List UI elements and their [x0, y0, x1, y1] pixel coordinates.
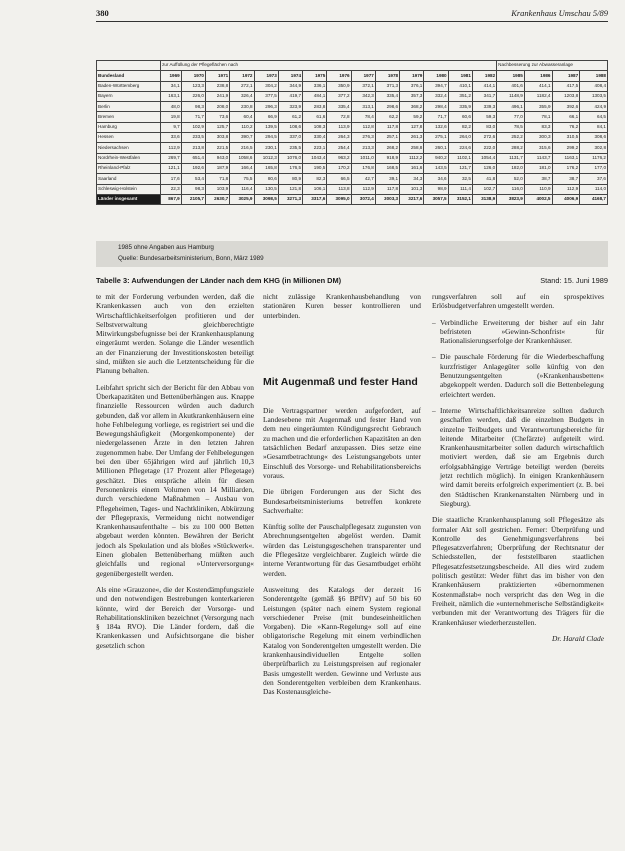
- year-header: 1980: [424, 71, 448, 81]
- table-row: [97, 163, 608, 173]
- table-body: [97, 81, 608, 205]
- table-cell: 39,1: [375, 174, 399, 184]
- table-cell: 230,8: [230, 102, 254, 112]
- table-cell: 61,2: [278, 112, 302, 122]
- table-cell: 1054,4: [472, 153, 496, 163]
- table-cell: 223,1: [303, 143, 327, 153]
- table-cell: 3025,9: [230, 194, 254, 204]
- table-cell: 4002,5: [524, 194, 552, 204]
- table-cell: 1303,5: [580, 91, 608, 101]
- table-cell: 71,7: [424, 112, 448, 122]
- table-cell: 3072,4: [351, 194, 375, 204]
- land-name: Länder insgesamt: [97, 194, 161, 204]
- table-cell: 940,2: [424, 153, 448, 163]
- table-cell: 401,6: [497, 81, 525, 91]
- table-cell: 310,5: [552, 133, 580, 143]
- year-header: 1974: [278, 71, 302, 81]
- table-cell: 963,2: [327, 153, 351, 163]
- table-cell: 414,1: [524, 81, 552, 91]
- table-cell: 332,4: [424, 91, 448, 101]
- table-cell: 76,2: [552, 122, 580, 132]
- table-cell: 106,1: [303, 184, 327, 194]
- table-cell: 53,4: [181, 174, 205, 184]
- land-name: Schleswig-Holstein: [97, 184, 161, 194]
- table-cell: 113,8: [327, 184, 351, 194]
- land-name: Rheinland-Pfalz: [97, 163, 161, 173]
- table-cell: 34,1: [161, 81, 182, 91]
- year-header: 1976: [327, 71, 351, 81]
- table-cell: 19,8: [161, 112, 182, 122]
- paragraph: Die Vertragspartner werden aufgefordert, auf Landesebene mit Augenmaß und fester Hand von dem neu eingeräumten Kündigungsrecht Gebrauch zu machen und die erforderlichen Kapazitäten an den tatsächlichen Bedarf anzupassen. Dies setze eine »Gesamtbetrachtung« des Leistungsangebots unter Einschluß des Vorsorge- und Rehabilitationsbereichs voraus.: [263, 405, 421, 480]
- table-cell: 355,9: [524, 102, 552, 112]
- paragraph: rungsverfahren soll auf ein sprospektives Erlösbudgetverfahren umgestellt werden.: [432, 292, 604, 311]
- land-name: Bayern: [97, 91, 161, 101]
- table-corner: [97, 61, 161, 71]
- table-cell: 294,5: [254, 133, 278, 143]
- table-cell: 315,6: [524, 143, 552, 153]
- table-cell: 177,0: [580, 163, 608, 173]
- table-cell: 181,0: [524, 163, 552, 173]
- table-cell: 371,3: [375, 81, 399, 91]
- table-cell: 372,1: [351, 81, 375, 91]
- land-column-header: Bundesland: [97, 71, 161, 81]
- table-row: [97, 174, 608, 184]
- table-cell: 176,5: [278, 163, 302, 173]
- page-number: 380: [96, 8, 109, 18]
- table-cell: 116,0: [497, 184, 525, 194]
- table-cell: 66,9: [254, 112, 278, 122]
- year-header: 1978: [375, 71, 399, 81]
- table-cell: 268,2: [375, 143, 399, 153]
- table-cell: 264,0: [448, 133, 472, 143]
- table-cell: 943,0: [205, 153, 229, 163]
- running-header: [96, 8, 608, 20]
- caption-date: Stand: 15. Juni 1989: [540, 276, 608, 285]
- year-header: 1981: [448, 71, 472, 81]
- table-cell: 350,9: [327, 81, 351, 91]
- table-cell: 190,5: [303, 163, 327, 173]
- author-signature: Dr. Harald Clade: [552, 633, 604, 643]
- table-cell: 326,4: [230, 91, 254, 101]
- table-cell: 66,1: [552, 112, 580, 122]
- table-cell: 168,5: [375, 163, 399, 173]
- table-cell: 410,1: [448, 81, 472, 91]
- table-cell: 121,1: [161, 163, 182, 173]
- year-header: 1986: [524, 71, 552, 81]
- article-column-3: [432, 292, 604, 650]
- table-cell: 3057,5: [424, 194, 448, 204]
- bullet-list: [432, 318, 604, 509]
- table-cell: 3823,9: [497, 194, 525, 204]
- table-cell: 170,2: [327, 163, 351, 173]
- table-cell: 408,4: [580, 81, 608, 91]
- year-header: 1975: [303, 71, 327, 81]
- paragraph: nicht zulässige Krankenhausbehandlung von stationären Kuren besser kontrollieren und unterbinden.: [263, 292, 421, 320]
- table-cell: 296,3: [254, 102, 278, 112]
- table-row: [97, 112, 608, 122]
- table-cell: 176,2: [552, 163, 580, 173]
- table-cell: 1131,7: [497, 153, 525, 163]
- table-cell: 163,1: [161, 91, 182, 101]
- table-cell: 304,2: [254, 81, 278, 91]
- table-row: [97, 143, 608, 153]
- paragraph: Die übrigen Forderungen aus der Sicht des Bundesarbeitsministeriums betreffen konkrete Sachverhalte:: [263, 487, 421, 515]
- table-cell: 377,5: [254, 91, 278, 101]
- table-cell: 17,6: [161, 174, 182, 184]
- table-cell: 60,4: [230, 112, 254, 122]
- section-heading: Mit Augenmaß und fester Hand: [263, 375, 418, 388]
- table-cell: 299,2: [552, 143, 580, 153]
- table-cell: 269,7: [161, 153, 182, 163]
- table-cell: 335,4: [375, 91, 399, 101]
- table-cell: 264,3: [327, 133, 351, 143]
- table-cell: 298,4: [424, 102, 448, 112]
- table-cell: 216,5: [230, 143, 254, 153]
- table-cell: 1011,0: [351, 153, 375, 163]
- table-cell: 102,9: [181, 122, 205, 132]
- table-cell: 112,9: [552, 184, 580, 194]
- table-cell: 101,3: [400, 184, 424, 194]
- table-cell: 187,9: [205, 163, 229, 173]
- table-cell: 84,1: [580, 122, 608, 132]
- table-cell: 335,4: [327, 102, 351, 112]
- table-cell: 98,9: [424, 184, 448, 194]
- table-cell: 61,6: [303, 112, 327, 122]
- table-row: [97, 133, 608, 143]
- table-cell: 235,5: [278, 143, 302, 153]
- table-total-row: [97, 194, 608, 204]
- table-cell: 4168,7: [580, 194, 608, 204]
- table-cell: 3271,3: [278, 194, 302, 204]
- table-cell: 77,0: [497, 112, 525, 122]
- table-cell: 254,4: [327, 143, 351, 153]
- table-cell: 233,5: [181, 133, 205, 143]
- table-cell: 117,8: [375, 184, 399, 194]
- table-cell: 52,0: [497, 174, 525, 184]
- table-cell: 1176,2: [580, 153, 608, 163]
- table-cell: 1102,1: [448, 153, 472, 163]
- table-cell: 3095,0: [327, 194, 351, 204]
- table-cell: 113,9: [327, 122, 351, 132]
- table-cell: 222,0: [472, 143, 496, 153]
- table-cell: 103,9: [205, 184, 229, 194]
- table-cell: 125,7: [205, 122, 229, 132]
- table-cell: 417,5: [552, 81, 580, 91]
- year-header: 1979: [400, 71, 424, 81]
- table-cell: 132,6: [424, 122, 448, 132]
- table-cell: 83,0: [472, 122, 496, 132]
- table-cell: 275,1: [424, 133, 448, 143]
- table-cell: 80,6: [254, 174, 278, 184]
- table-cell: 126,0: [472, 163, 496, 173]
- land-name: Niedersachsen: [97, 143, 161, 153]
- table-cell: 176,8: [351, 163, 375, 173]
- table-cell: 342,3: [351, 91, 375, 101]
- table-cell: 2105,7: [181, 194, 205, 204]
- table-cell: 1058,6: [230, 153, 254, 163]
- table-row: [97, 122, 608, 132]
- year-header: 1988: [580, 71, 608, 81]
- table-cell: 241,9: [205, 91, 229, 101]
- table-cell: 108,6: [278, 122, 302, 132]
- land-name: Baden-Württemberg: [97, 81, 161, 91]
- table-cell: 3152,1: [448, 194, 472, 204]
- table-cell: 38,7: [552, 174, 580, 184]
- table-cell: 71,7: [181, 112, 205, 122]
- table-cell: 80,9: [278, 174, 302, 184]
- table-year-header-row: [97, 71, 608, 81]
- table-cell: 226,0: [181, 91, 205, 101]
- year-header: 1972: [230, 71, 254, 81]
- table-cell: 3098,5: [254, 194, 278, 204]
- year-header: 1973: [254, 71, 278, 81]
- table-cell: 32,5: [448, 174, 472, 184]
- table-cell: 110,2: [230, 122, 254, 132]
- table-cell: 2630,7: [205, 194, 229, 204]
- table-cell: 78,5: [497, 122, 525, 132]
- table-cell: 252,2: [497, 133, 525, 143]
- table-cell: 867,9: [161, 194, 182, 204]
- table-cell: 484,1: [303, 91, 327, 101]
- table-cell: 313,1: [351, 102, 375, 112]
- table-cell: 127,8: [400, 122, 424, 132]
- year-header: 1985: [497, 71, 525, 81]
- table-cell: 208,0: [205, 102, 229, 112]
- table-cell: 78,4: [351, 112, 375, 122]
- year-header: 1982: [472, 71, 496, 81]
- table-cell: 394,7: [424, 81, 448, 91]
- table-cell: 238,8: [205, 81, 229, 91]
- table-cell: 112,9: [351, 184, 375, 194]
- table-cell: 34,6: [424, 174, 448, 184]
- table-cell: 3217,6: [400, 194, 424, 204]
- caption-title: Tabelle 3: Aufwendungen der Länder nach dem KHG (in Millionen DM): [96, 276, 342, 285]
- table-cell: 182,0: [497, 163, 525, 173]
- table-cell: 258,8: [400, 143, 424, 153]
- paragraph: Leibfahrt spricht sich der Bericht für den Abbau von Überkapazitäten und Bettenüberhängen aus. Knappe finanzielle Ressourcen würden auch dadurch gebunden, daß vor allem in Akutkrankenhäusern eine hohe Fehlbelegung vorliege, es registriert sei und die Bewegungshäufigkeit (Morgenkomponente) der niedergelassenen Ärzte in den letzten Jahren zugenommen habe. Der Umfang der Fehlbelegungen bei den über 65jährigen wird auf jährlich 10,3 Millionen Pflegetage (17 Prozent aller Pflegetage) geschätzt. Dies entspräche allein für diesen Personenkreis einem Volumen von 14 Milliarden, durch verschiedene Maßnahmen – Ausbau von Pflegeheimen, Tages- und Nachtkliniken, Abkürzung der Pflegepraxis, Vermeidung nicht notwendiger Krankenhausaufenthalte – bis zu 100 000 Betten abgebaut werden könnten. Bewähren der Bericht jedoch als Spekulation und als bloßes »Stückwerk«. Einen globalen Bettenüberhang müßten auch gleichfalls und regional »Unterversorgung« gegenübergestellt werden.: [96, 382, 254, 578]
- table-cell: 33,6: [161, 133, 182, 143]
- year-header: 1987: [552, 71, 580, 81]
- table-cell: 651,4: [181, 153, 205, 163]
- table-cell: 496,1: [497, 102, 525, 112]
- table-cell: 424,9: [580, 102, 608, 112]
- table-cell: 166,4: [230, 163, 254, 173]
- land-name: Berlin: [97, 102, 161, 112]
- table-cell: 1076,0: [278, 153, 302, 163]
- table-cell: 1182,4: [524, 91, 552, 101]
- table-cell: 368,2: [400, 102, 424, 112]
- table-source: Quelle: Bundesarbeitsministerium, Bonn, März 1989: [118, 255, 264, 262]
- table-cell: 303,8: [205, 133, 229, 143]
- table-row: [97, 81, 608, 91]
- table-cell: 260,1: [424, 143, 448, 153]
- table-cell: 161,6: [400, 163, 424, 173]
- table-cell: 377,2: [327, 91, 351, 101]
- table-cell: 111,4: [448, 184, 472, 194]
- table-cell: 1163,1: [552, 153, 580, 163]
- table-cell: 41,8: [472, 174, 496, 184]
- table-cell: 414,1: [472, 81, 496, 91]
- table-cell: 221,5: [205, 143, 229, 153]
- table-footnote: 1985 ohne Angaben aus Hamburg: [118, 244, 214, 251]
- table-cell: 230,1: [254, 143, 278, 153]
- table-cell: 357,3: [400, 91, 424, 101]
- table-cell: 42,7: [351, 174, 375, 184]
- table-cell: 336,1: [303, 81, 327, 91]
- paragraph: Künftig sollte der Pauschalpflegesatz zugunsten von Abrechnungsentgelten abgelöst werden. Damit würden das Leistungsgeschehen transparenter und die Pflegesätze vergleichbarer. Zugleich würde die interne Verantwortung für das Gesamtbudget erhöht werden.: [263, 522, 421, 578]
- year-header: 1977: [351, 71, 375, 81]
- land-name: Nordrhein-Westfalen: [97, 153, 161, 163]
- journal-title: Krankenhaus Umschau 5/89: [511, 8, 608, 18]
- table-cell: 335,9: [448, 102, 472, 112]
- table-cell: 339,3: [472, 102, 496, 112]
- year-header: 1969: [161, 71, 182, 81]
- table-cell: 261,3: [400, 133, 424, 143]
- expenditure-table: [96, 60, 608, 205]
- group-header-left: zur Auffüllung der Pflegeflächen nach: [161, 61, 497, 71]
- table-cell: 288,2: [497, 143, 525, 153]
- table-cell: 341,7: [472, 91, 496, 101]
- table-cell: 73,6: [205, 112, 229, 122]
- table-cell: 1043,4: [303, 153, 327, 163]
- paragraph: Die staatliche Krankenhausplanung soll Pflegesätze als formaler Akt soll gestrichen. Ferner: Überprüfung und Kontrolle des Genehmigungsverfahrens bei Pflegesatzverfahren; Überprüfung der Rechtsnatur der Schiedsstellen, der feststellbaren staatlichen Pflegesatzfestsetzungsbescheide. All dies wird zudem politisch gestützt: Weder führt das im bisher von den Krankenhäusern praktizierten »übernommenen Kostenmaßstab« noch verspricht das den Weg in die Freiheit, nämlich die »unternehmerische Selbständigkeit« verbunden mit der Verantwortung des Trägers für die Krankenhäuser wiederherzustellen.: [432, 515, 604, 627]
- year-header: 1971: [205, 71, 229, 81]
- table-cell: 59,2: [400, 112, 424, 122]
- table-cell: 102,7: [472, 184, 496, 194]
- table-row: [97, 91, 608, 101]
- article-column-1: [96, 292, 254, 657]
- table-cell: 302,8: [580, 143, 608, 153]
- table-cell: 108,3: [303, 122, 327, 132]
- table-cell: 330,4: [303, 133, 327, 143]
- list-item: – Die pauschale Förderung für die Wiederbeschaffung kurzfristiger Anlagegüter solle künftig von den Benutzungsentgelten (»Krankenhausbetten« abgekoppelt werden. Dadurch soll die Bettenbelegung erleichtert werden.: [440, 352, 604, 398]
- table-cell: 62,2: [375, 112, 399, 122]
- table-cell: 165,8: [254, 163, 278, 173]
- table-cell: 344,9: [278, 81, 302, 91]
- table-cell: 390,7: [230, 133, 254, 143]
- land-name: Bremen: [97, 112, 161, 122]
- year-header: 1970: [181, 71, 205, 81]
- land-name: Hamburg: [97, 122, 161, 132]
- table-cell: 308,6: [580, 133, 608, 143]
- table-cell: 298,6: [375, 102, 399, 112]
- table-cell: 143,5: [424, 163, 448, 173]
- group-header-right: Nachbesserung zur Abwasseranlage: [497, 61, 608, 71]
- paragraph: te mit der Forderung verbunden werden, daß die Krankenkassen auch von den erzielten Wirtschaftlichkeitserfolgen profitieren und der Selbstverwaltung gleichberechtigte Mitwirkungsbefugnisse bei der Krankenhausplanung eingeräumt werden. Solange die Länder wesentlich an der Finanzierung der Investitionskosten beteiligt sind, müßten sie auch die Letztentscheidung für die Planung behalten.: [96, 292, 254, 376]
- table-cell: 66,5: [327, 174, 351, 184]
- table-cell: 78,1: [524, 112, 552, 122]
- table-cell: 213,8: [181, 143, 205, 153]
- header-rule: [96, 21, 608, 22]
- table-cell: 224,6: [448, 143, 472, 153]
- table-cell: 117,8: [375, 122, 399, 132]
- table-cell: 139,5: [254, 122, 278, 132]
- table-cell: 116,4: [230, 184, 254, 194]
- paragraph: Als eine »Grauzone«, die der Kostendämpfungsziele und den notwendigen Bestrebungen konterkarieren könnte, wird der Bereich der Vorsorge- und Rehabilitationskliniken bezeichnet (Versorgung nach § 184a RVO). Die Länder fordern, daß die Krankenkassen und Aufsichtsorgane die bisher gesetzlich schon: [96, 584, 254, 650]
- table-cell: 300,3: [524, 133, 552, 143]
- table-cell: 3317,6: [303, 194, 327, 204]
- table-cell: 38,7: [524, 174, 552, 184]
- table-cell: 22,3: [161, 184, 182, 194]
- table-cell: 1012,3: [254, 153, 278, 163]
- table-cell: 257,1: [375, 133, 399, 143]
- table-cell: 123,3: [181, 81, 205, 91]
- table-cell: 1148,9: [497, 91, 525, 101]
- table-cell: 272,1: [230, 81, 254, 91]
- table-cell: 121,7: [448, 163, 472, 173]
- table-cell: 71,8: [205, 174, 229, 184]
- table-row: [97, 184, 608, 194]
- table-cell: 82,3: [303, 174, 327, 184]
- table-cell: 3003,3: [375, 194, 399, 204]
- table-cell: 112,9: [161, 143, 182, 153]
- table-cell: 376,1: [400, 81, 424, 91]
- land-name: Hessen: [97, 133, 161, 143]
- table-cell: 60,6: [448, 112, 472, 122]
- table-cell: 82,2: [448, 122, 472, 132]
- table-cell: 213,3: [351, 143, 375, 153]
- table-cell: 83,3: [524, 122, 552, 132]
- table-cell: 34,3: [400, 174, 424, 184]
- table-cell: 130,5: [254, 184, 278, 194]
- table-cell: 110,9: [524, 184, 552, 194]
- table-cell: 121,8: [278, 184, 302, 194]
- table-cell: 98,3: [181, 184, 205, 194]
- table-cell: 64,5: [580, 112, 608, 122]
- table-notes: [96, 241, 608, 267]
- table-cell: 9,7: [161, 122, 182, 132]
- table-cell: 283,8: [303, 102, 327, 112]
- paragraph: Ausweitung des Katalogs der derzeit 16 Sonderentgelte (gemäß §6 BPflV) auf 50 bis 60 Leistungen (später nach einem System regional verschiedener Preise (mit bundeseinheitlichen Vorgaben). Die »Kann-Regelung« soll auf eine obligatorische Regelung mit einem verbindlichen Katalog von Sonderentgelten umgestellt werden. Die krankenhausindividuellen Entgelte sollen überprüfbarlich zu Leistungspreisen auf regionaler Basis umgestellt werden. Gewinne und Verluste aus den Sonderentgelten verbleiben dem Krankenhaus. Das Kostenausgleiche-: [263, 584, 421, 697]
- table-cell: 1143,7: [524, 153, 552, 163]
- table-row: [97, 153, 608, 163]
- table-cell: 72,8: [327, 112, 351, 122]
- table-cell: 276,3: [351, 133, 375, 143]
- table-cell: 1203,8: [552, 91, 580, 101]
- table-row: [97, 102, 608, 112]
- table-cell: 337,0: [278, 133, 302, 143]
- table-cell: 4006,9: [552, 194, 580, 204]
- table-cell: 918,9: [375, 153, 399, 163]
- table-cell: 272,6: [472, 133, 496, 143]
- table-cell: 114,0: [580, 184, 608, 194]
- list-item: – Verbindliche Erweiterung der bisher auf ein Jahr befristeten »Gewinn-Schonfrist« für Rationalisierungserfolge der Krankenhäuser.: [440, 318, 604, 346]
- land-name: Saarland: [97, 174, 161, 184]
- table-cell: 1112,2: [400, 153, 424, 163]
- table-cell: 59,3: [472, 112, 496, 122]
- table-cell: 392,6: [552, 102, 580, 112]
- table-cell: 112,8: [351, 122, 375, 132]
- list-item: – Interne Wirtschaftlichkeitsanreize sollten dadurch geschaffen werden, daß die einzelnen Budgets in einzelne Teilbudgets und Verantwortungsbereiche für leitende Mitarbeiter (Chefärzte) aufgeteilt wird. Krankenhausmitarbeiter sollen dadurch wirtschaftlich motiviert werden, daß sie am Ergebnis durch erfolgsabhängige Verträge beteiligt werden (bereits jetzt rechtlich möglich). In einigen Krankenhäusern wird damit bereits erfolgreich experimentiert (z. B. bei den Städtischen Krankenanstalten Nürnberg und in Siegburg).: [440, 406, 604, 508]
- table-cell: 98,3: [181, 102, 205, 112]
- table-caption: [96, 276, 608, 285]
- table-cell: 75,5: [230, 174, 254, 184]
- table-group-header-row: [97, 61, 608, 71]
- table-cell: 37,6: [580, 174, 608, 184]
- table-cell: 419,7: [278, 91, 302, 101]
- article-column-2: [263, 292, 421, 704]
- table-cell: 48,0: [161, 102, 182, 112]
- table-cell: 351,2: [448, 91, 472, 101]
- table-cell: 192,6: [181, 163, 205, 173]
- table-cell: 3138,9: [472, 194, 496, 204]
- table-cell: 323,9: [278, 102, 302, 112]
